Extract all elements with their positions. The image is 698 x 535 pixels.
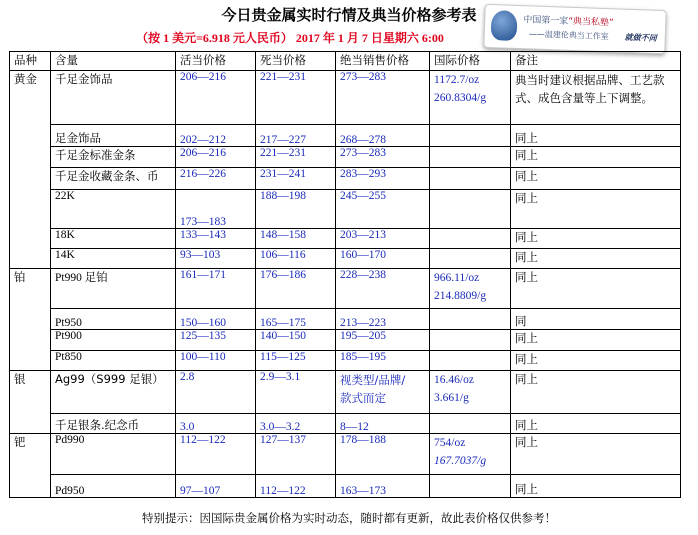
sale-price-cell: 160—170 [336, 249, 430, 269]
sale-price-cell: 268—278 [336, 125, 430, 147]
live-price-cell: 173—183 [176, 190, 256, 229]
live-price-cell: 150—160 [176, 309, 256, 330]
sale-price-cell: 228—238 [336, 269, 430, 309]
table-row [10, 249, 681, 269]
live-price-cell: 202—212 [176, 125, 256, 147]
intl-price-cell [430, 414, 511, 434]
table-row [10, 351, 681, 371]
dead-price-cell: 2.9—3.1 [256, 371, 336, 414]
intl-price-cell [430, 168, 511, 190]
dead-price-cell: 148—158 [256, 229, 336, 249]
table-row [10, 190, 681, 229]
content-cell: Pd990 [51, 434, 176, 475]
table-row [10, 434, 681, 475]
dead-price-cell: 127—137 [256, 434, 336, 475]
live-price-cell: 161—171 [176, 269, 256, 309]
note-cell: 同上 [511, 434, 681, 475]
table-row [10, 371, 681, 414]
live-price-cell: 125—135 [176, 330, 256, 351]
sale-price-cell: 273—283 [336, 147, 430, 168]
group-silver: 银 [10, 371, 51, 434]
content-cell: Ag99（S999 足银） [51, 371, 176, 414]
content-cell: 千足金饰品 [51, 71, 176, 125]
dead-price-cell: 221—231 [256, 147, 336, 168]
intl-price-cell: 754/oz 167.7037/g [430, 434, 511, 475]
dead-price-cell: 112—122 [256, 475, 336, 498]
note-cell: 同上 [511, 147, 681, 168]
content-cell: 22K [51, 190, 176, 229]
logo-line2: ——温建伦典当工作室 [528, 29, 609, 42]
dead-price-cell: 176—186 [256, 269, 336, 309]
note-cell: 同上 [511, 229, 681, 249]
col-header-dead-price: 死当价格 [256, 52, 336, 71]
col-header-sale-price: 绝当销售价格 [336, 52, 430, 71]
note-cell: 同上 [511, 249, 681, 269]
intl-price-cell: 966.11/oz 214.8809/g [430, 269, 511, 309]
dead-price-cell: 217—227 [256, 125, 336, 147]
dead-price-cell: 3.0—3.2 [256, 414, 336, 434]
intl-price-cell [430, 125, 511, 147]
content-cell: 千足金收藏金条、币 [51, 168, 176, 190]
table-row [10, 309, 681, 330]
dead-price-cell: 140—150 [256, 330, 336, 351]
sale-price-cell: 213—223 [336, 309, 430, 330]
live-price-cell: 133—143 [176, 229, 256, 249]
content-cell: 千足银条.纪念币 [51, 414, 176, 434]
note-cell: 同上 [511, 351, 681, 371]
logo-slogan: 就做不同 [624, 32, 657, 43]
sale-price-cell: 273—283 [336, 71, 430, 125]
live-price-cell: 3.0 [176, 414, 256, 434]
table-row [10, 475, 681, 498]
live-price-cell: 216—226 [176, 168, 256, 190]
sale-price-cell: 163—173 [336, 475, 430, 498]
note-cell: 同上 [511, 168, 681, 190]
dead-price-cell: 165—175 [256, 309, 336, 330]
dead-price-cell: 188—198 [256, 190, 336, 229]
table-row [10, 229, 681, 249]
table-row [10, 330, 681, 351]
content-cell: Pt900 [51, 330, 176, 351]
intl-price-cell [430, 475, 511, 498]
sale-price-cell: 178—188 [336, 434, 430, 475]
note-cell: 同上 [511, 371, 681, 414]
note-cell: 同上 [511, 330, 681, 351]
exchange-rate-date: （按 1 美元=6.918 元人民币） 2017 年 1 月 7 日星期六 6:00 [136, 31, 444, 45]
content-cell: Pt990 足铂 [51, 269, 176, 309]
live-price-cell: 2.8 [176, 371, 256, 414]
intl-price-cell [430, 229, 511, 249]
intl-price-cell [430, 330, 511, 351]
group-gold: 黄金 [10, 71, 51, 269]
table-row [10, 125, 681, 147]
intl-price-cell [430, 351, 511, 371]
col-header-live-price: 活当价格 [176, 52, 256, 71]
note-cell: 同上 [511, 125, 681, 147]
live-price-cell: 97—107 [176, 475, 256, 498]
note-cell: 同上 [511, 269, 681, 309]
content-cell: Pd950 [51, 475, 176, 498]
live-price-cell: 100—110 [176, 351, 256, 371]
note-cell: 同上 [511, 190, 681, 229]
dead-price-cell: 115—125 [256, 351, 336, 371]
price-table [9, 51, 681, 498]
col-header-note: 备注 [511, 52, 681, 71]
page-title: 今日贵金属实时行情及典当价格参考表 [221, 6, 477, 24]
table-row [10, 414, 681, 434]
badge-icon [491, 10, 518, 41]
content-cell: Pt850 [51, 351, 176, 371]
live-price-cell: 206—216 [176, 71, 256, 125]
intl-price-cell [430, 147, 511, 168]
content-cell: 足金饰品 [51, 125, 176, 147]
intl-price-cell: 1172.7/oz 260.8304/g [430, 71, 511, 125]
dead-price-cell: 221—231 [256, 71, 336, 125]
sale-price-cell: 283—293 [336, 168, 430, 190]
sale-price-cell: 8—12 [336, 414, 430, 434]
intl-price-cell [430, 249, 511, 269]
note-cell: 典当时建议根据品牌、工艺款式、成色含量等上下调整。 [511, 71, 681, 125]
table-row [10, 147, 681, 168]
dead-price-cell: 106—116 [256, 249, 336, 269]
content-cell: 14K [51, 249, 176, 269]
sale-price-cell: 视类型/品牌/ 款式而定 [336, 371, 430, 414]
sale-price-cell: 245—255 [336, 190, 430, 229]
intl-price-cell [430, 309, 511, 330]
content-cell: Pt950 [51, 309, 176, 330]
live-price-cell: 112—122 [176, 434, 256, 475]
live-price-cell: 206—216 [176, 147, 256, 168]
table-row [10, 168, 681, 190]
logo-line1: 中国第一家“典当私塾” [523, 15, 614, 29]
col-header-intl-price: 国际价格 [430, 52, 511, 71]
table-header-row [10, 52, 681, 71]
footer-notice: 特别提示：因国际贵金属价格为实时动态，随时都有更新，故此表价格仅供参考！ [142, 511, 556, 525]
content-cell: 18K [51, 229, 176, 249]
intl-price-cell: 16.46/oz 3.661/g [430, 371, 511, 414]
sale-price-cell: 203—213 [336, 229, 430, 249]
col-header-type: 品种 [10, 52, 51, 71]
note-cell: 同上 [511, 475, 681, 498]
intl-price-cell [430, 190, 511, 229]
table-row [10, 71, 681, 125]
live-price-cell: 93—103 [176, 249, 256, 269]
table-row [10, 269, 681, 309]
note-cell: 同上 [511, 414, 681, 434]
note-cell: 同 [511, 309, 681, 330]
sale-price-cell: 195—205 [336, 330, 430, 351]
col-header-content: 含量 [51, 52, 176, 71]
content-cell: 千足金标准金条 [51, 147, 176, 168]
dead-price-cell: 231—241 [256, 168, 336, 190]
studio-logo [483, 4, 666, 54]
group-palladium: 钯 [10, 434, 51, 498]
sale-price-cell: 185—195 [336, 351, 430, 371]
group-platinum: 铂 [10, 269, 51, 371]
